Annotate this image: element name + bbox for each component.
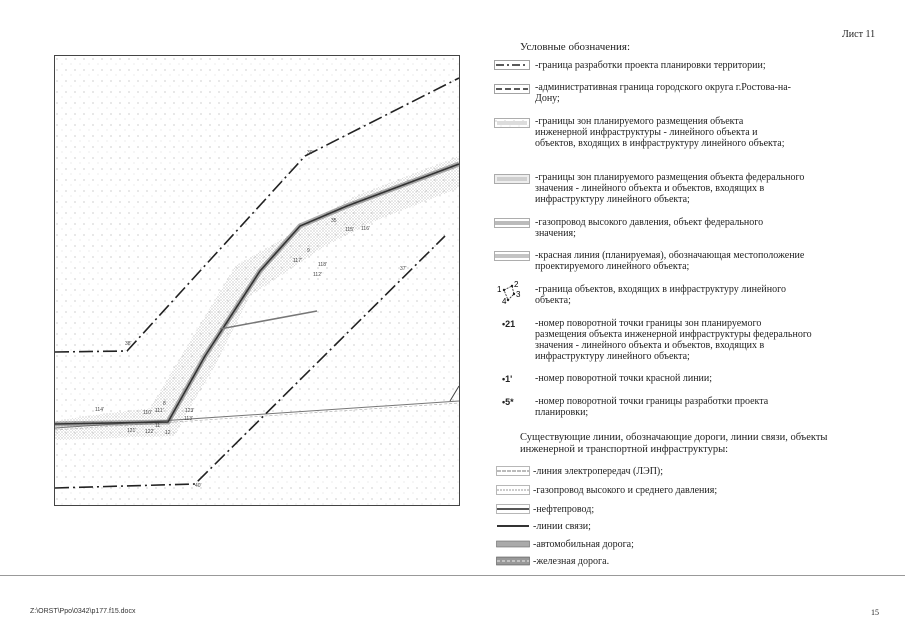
dotted-band-symbol <box>494 174 530 184</box>
dash-dot-line-symbol <box>494 60 530 70</box>
point-marker: •21 <box>502 319 516 329</box>
legend-text: -железная дорога. <box>533 556 610 567</box>
polygon-mark: 2 <box>514 280 519 289</box>
legend-text: -номер поворотной точки красной линии; <box>535 373 713 384</box>
footer-file-path: Z:\ORST\Ppo\0342\p177.f15.docx <box>30 608 136 615</box>
map-drawing <box>55 56 459 505</box>
point-label: 9 <box>307 248 310 254</box>
comm-line-symbol <box>496 521 530 531</box>
page-number: 15 <box>871 608 879 617</box>
legend-text: -номер поворотной точки границы зон планируемого размещения объекта инженерной инфраструктуры федерального значения - линейного объекта и объектов, входящих в инфраструктуру линейного объекта; <box>535 318 812 362</box>
point-marker-number: 1' <box>505 374 513 384</box>
sheet-label: Лист 11 <box>842 29 876 40</box>
point-marker: •5* <box>502 397 514 407</box>
polygon-mark: 3 <box>516 290 521 299</box>
double-line-symbol <box>494 251 530 261</box>
map-frame <box>54 55 460 506</box>
point-marker-number: 5* <box>505 397 514 407</box>
point-label: 121' <box>127 428 137 434</box>
existing-lines-title: Существующие линии, обозначающие дороги, линии связи, объекты инженерной и транспортной инфраструктуры: <box>520 432 828 455</box>
point-label: 12 <box>165 430 171 436</box>
legend-text: -границы зон планируемого размещения объекта инженерной инфраструктуры - линейного объекта и объектов, входящих в инфраструктуру линейного объекта; <box>535 116 785 149</box>
dashed-line-symbol <box>494 84 530 94</box>
oil-line-symbol <box>496 504 530 514</box>
legend-text: -газопровод высокого давления, объект федерального значения; <box>535 217 764 239</box>
legend-text: -граница разработки проекта планировки территории; <box>535 60 766 71</box>
road-symbol <box>496 539 530 549</box>
legend-text: -линия электропередач (ЛЭП); <box>533 466 664 477</box>
gas-line-symbol <box>496 485 530 495</box>
point-label: 37' <box>400 266 407 272</box>
point-label: 112' <box>313 272 322 278</box>
legend-text: -газопровод высокого и среднего давления; <box>533 485 718 496</box>
point-label: 123' <box>185 408 195 414</box>
point-label: 114' <box>95 407 104 413</box>
point-label: 110' <box>143 410 152 416</box>
numbered-polygon-symbol <box>494 280 530 306</box>
point-label: 116' <box>361 226 370 232</box>
point-label: 35 <box>331 218 337 224</box>
point-marker-number: 21 <box>505 319 516 329</box>
point-label: 113' <box>184 416 193 422</box>
point-label: 11 <box>155 423 161 429</box>
legend-text: -границы зон планируемого размещения объекта федерального значения - линейного объекта и объектов, входящих в инфраструктуру линейного объекта; <box>535 172 805 205</box>
point-label: 115' <box>345 227 354 233</box>
point-label: 38' <box>125 341 132 347</box>
point-marker: •1' <box>502 374 513 384</box>
legend-title: Условные обозначения: <box>520 41 631 53</box>
legend-text: -автомобильная дорога; <box>533 539 634 550</box>
legend-text: -линии связи; <box>533 521 591 532</box>
double-line-symbol <box>494 218 530 228</box>
point-label: 8 <box>163 401 166 407</box>
point-label: 117' <box>293 258 302 264</box>
legend-text: -номер поворотной точки границы разработки проекта планировки; <box>535 396 769 418</box>
power-line-symbol <box>496 466 530 476</box>
point-label: 40' <box>195 483 202 489</box>
point-label: 122' <box>145 429 155 435</box>
legend-text: -административная граница городского округа г.Ростова-на-Дону; <box>535 82 791 104</box>
polygon-mark: 4 <box>502 297 507 306</box>
point-label: 39' <box>307 150 314 156</box>
railway-symbol <box>496 556 530 566</box>
point-label: 111' <box>155 408 164 414</box>
dotted-band-symbol <box>494 118 530 128</box>
legend-text: -граница объектов, входящих в инфраструктуру линейного объекта; <box>535 284 786 306</box>
point-label: 118' <box>318 262 327 268</box>
legend-text: -красная линия (планируемая), обозначающая местоположение проектируемого линейного объекта; <box>535 250 805 272</box>
polygon-mark: 1 <box>497 285 502 294</box>
footer-divider <box>0 575 905 576</box>
legend-text: -нефтепровод; <box>533 504 595 515</box>
